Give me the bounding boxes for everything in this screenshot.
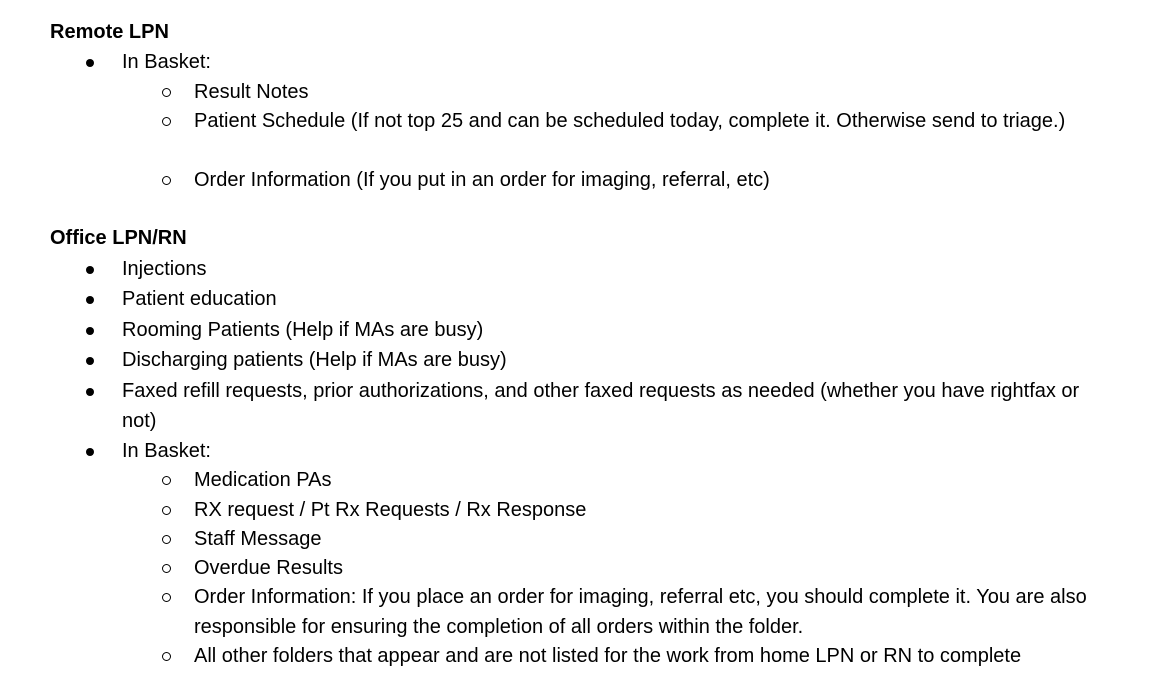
sub-list-item (194, 78, 1129, 108)
bullet-circle-icon (162, 466, 171, 496)
sub-list-item-text: All other folders that appear and are not listed for the work from home LPN or RN to complete (194, 645, 1022, 667)
bullet-circle-icon (162, 554, 171, 584)
bullet-circle-icon (162, 496, 171, 526)
section-heading-remote-lpn: Remote LPN (50, 21, 169, 43)
list-item-text: In Basket: (122, 51, 211, 73)
list-item (122, 377, 1112, 436)
list-item-text: Rooming Patients (Help if MAs are busy) (122, 319, 484, 341)
bullet-circle-icon (162, 583, 171, 613)
bullet-circle-icon (162, 107, 171, 137)
bullet-disc-icon (86, 346, 94, 376)
sub-list-item-text: RX request / Pt Rx Requests / Rx Response (194, 499, 587, 521)
bullet-disc-icon (86, 316, 94, 346)
list-item (122, 255, 1112, 285)
sub-list-item (194, 107, 1129, 137)
sub-list-item (194, 166, 1129, 196)
bullet-circle-icon (162, 78, 171, 108)
bullet-disc-icon (86, 377, 94, 407)
sub-list-item (194, 466, 1129, 496)
sub-list-item-text: Overdue Results (194, 557, 343, 579)
bullet-circle-icon (162, 525, 171, 555)
sub-list-item (194, 496, 1129, 526)
list-item (122, 316, 1112, 346)
section-heading-office-lpn-rn: Office LPN/RN (50, 227, 187, 249)
sub-list-item (194, 642, 1129, 672)
bullet-disc-icon (86, 285, 94, 315)
list-item-text: Discharging patients (Help if MAs are busy) (122, 349, 507, 371)
list-item (122, 48, 1112, 78)
sub-list-item-text: Patient Schedule (If not top 25 and can be scheduled today, complete it. Otherwise send to triage.) (194, 110, 1066, 132)
sub-list-item (194, 554, 1129, 584)
list-item (122, 285, 1112, 315)
bullet-disc-icon (86, 48, 94, 78)
list-item-text: Faxed refill requests, prior authorizations, and other faxed requests as needed (whether you have rightfax or not) (122, 380, 1080, 432)
list-item-text: Patient education (122, 288, 277, 310)
bullet-circle-icon (162, 642, 171, 672)
sub-list-item (194, 583, 1129, 642)
sub-list-item-text: Order Information (If you put in an order for imaging, referral, etc) (194, 169, 770, 191)
sub-list-item-text: Result Notes (194, 81, 309, 103)
sub-list-item (194, 525, 1129, 555)
list-item-text: In Basket: (122, 440, 211, 462)
list-item-text: Injections (122, 258, 207, 280)
bullet-disc-icon (86, 437, 94, 467)
list-item (122, 437, 1112, 467)
bullet-circle-icon (162, 166, 171, 196)
list-item (122, 346, 1112, 376)
sub-list-item-text: Staff Message (194, 528, 322, 550)
sub-list-item-text: Order Information: If you place an order for imaging, referral etc, you should complete it. You are also responsible for ensuring the completion of all orders within the folder. (194, 586, 1087, 638)
sub-list-item-text: Medication PAs (194, 469, 332, 491)
bullet-disc-icon (86, 255, 94, 285)
